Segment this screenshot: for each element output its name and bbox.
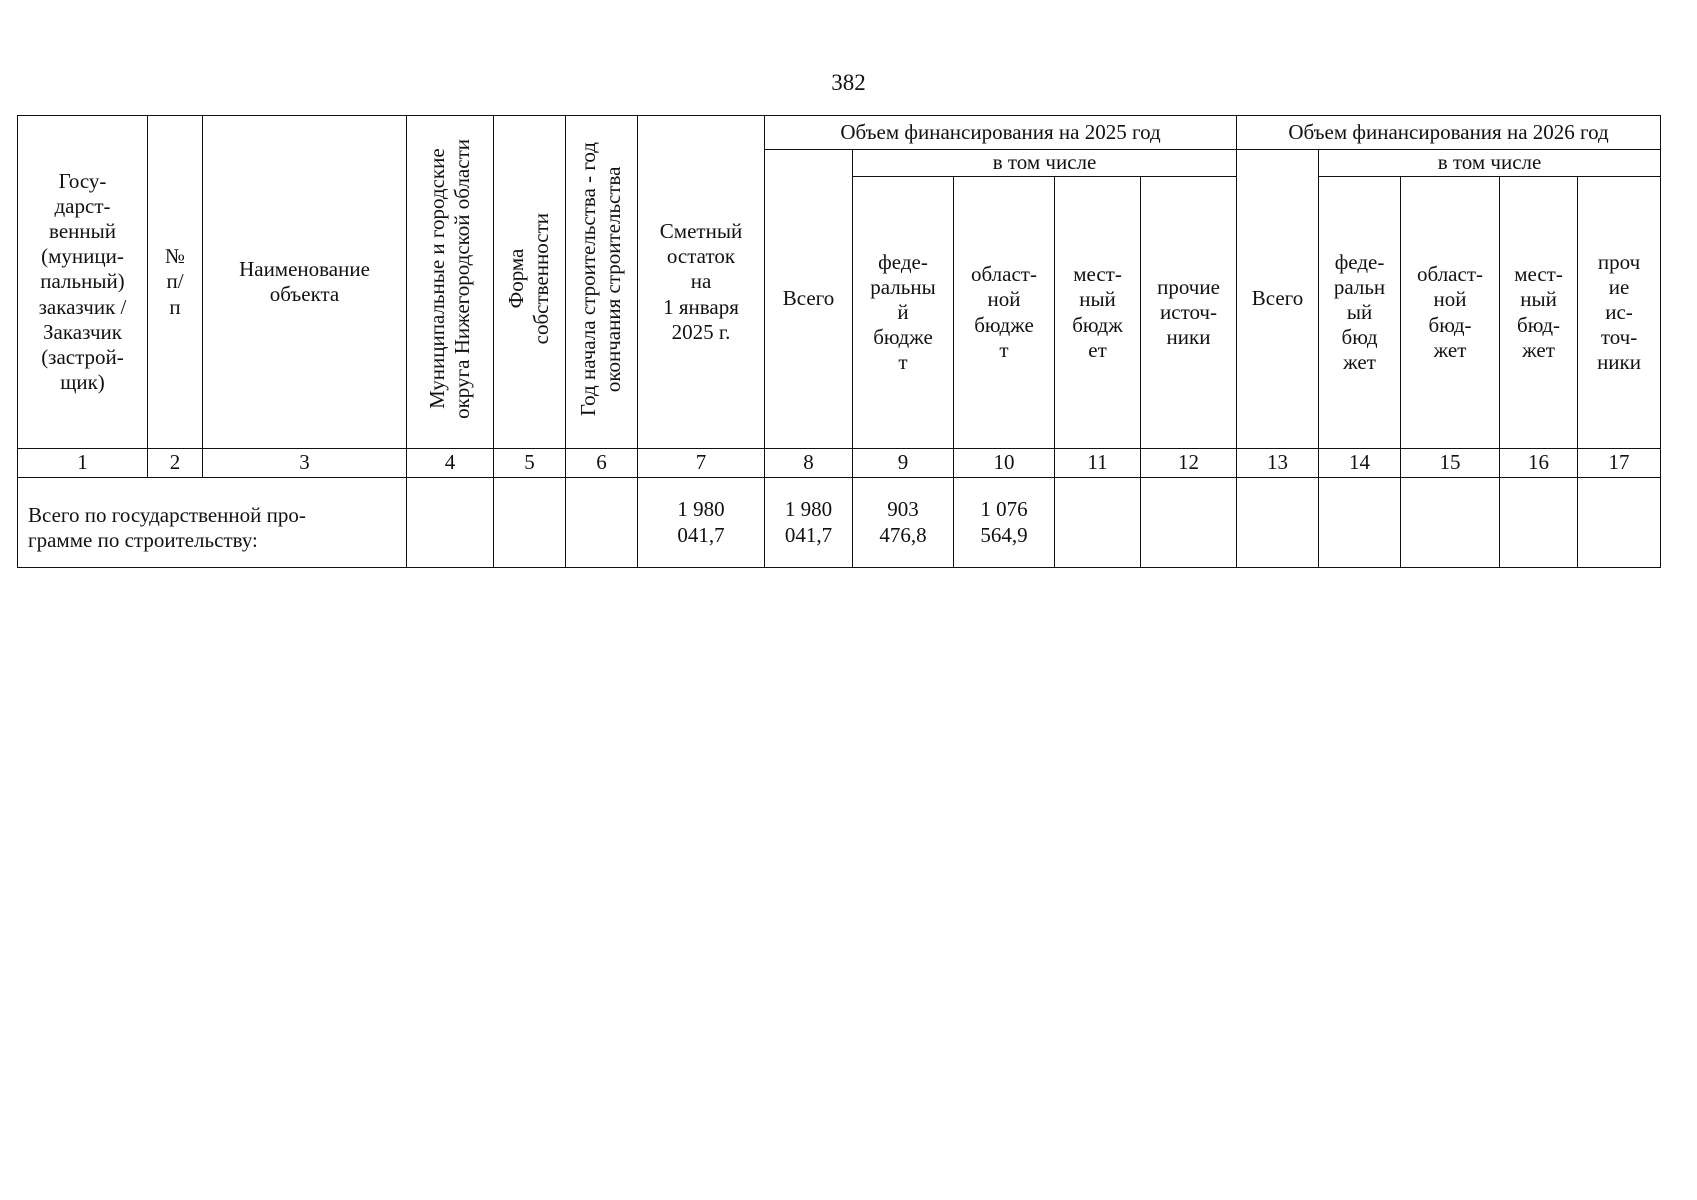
other-2025 [1141,478,1237,568]
header-ownership: Форма собственности [494,116,566,449]
header-federal-2026: феде- ральн ый бюд жет [1319,177,1401,449]
header-object-name: Наименование объекта [203,116,407,449]
total-row-label: Всего по государственной про- грамме по строительству: [18,478,407,568]
header-other-2025: прочие источ- ники [1141,177,1237,449]
other-2026 [1578,478,1661,568]
column-number: 7 [638,449,765,478]
local-2025 [1055,478,1141,568]
total-balance: 1 980 041,7 [638,478,765,568]
column-number: 6 [566,449,638,478]
header-group-2026: Объем финансирования на 2026 год [1237,116,1661,150]
total-2026 [1237,478,1319,568]
header-regional-2026: област- ной бюд- жет [1401,177,1500,449]
header-federal-2025: феде- ральны й бюдже т [853,177,954,449]
column-number: 12 [1141,449,1237,478]
header-regional-2025: област- ной бюдже т [954,177,1055,449]
column-number: 3 [203,449,407,478]
column-number: 13 [1237,449,1319,478]
column-number: 11 [1055,449,1141,478]
header-group-2025: Объем финансирования на 2025 год [765,116,1237,150]
empty-cell [566,478,638,568]
column-number: 2 [148,449,203,478]
page-number: 382 [831,70,866,95]
header-including-2025: в том числе [853,150,1237,177]
header-including-2026: в том числе [1319,150,1661,177]
column-number: 8 [765,449,853,478]
empty-cell [407,478,494,568]
federal-2026 [1319,478,1401,568]
column-number: 10 [954,449,1055,478]
header-local-2026: мест- ный бюд- жет [1500,177,1578,449]
header-other-2026: проч ие ис- точ- ники [1578,177,1661,449]
empty-cell [494,478,566,568]
total-row [18,478,1661,568]
header-local-2025: мест- ный бюдж ет [1055,177,1141,449]
column-number-row [18,449,1661,478]
total-2025: 1 980 041,7 [765,478,853,568]
header-customer: Госу- дарст- венный (муници- пальный) заказчик / Заказчик (застрой- щик) [18,116,148,449]
column-number: 16 [1500,449,1578,478]
column-number: 9 [853,449,954,478]
column-number: 17 [1578,449,1661,478]
header-district: Муниципальные и городские округа Нижегородской области [407,116,494,449]
construction-funding-table [17,115,1661,568]
column-number: 1 [18,449,148,478]
local-2026 [1500,478,1578,568]
header-total-2025: Всего [765,150,853,449]
column-number: 5 [494,449,566,478]
column-number: 4 [407,449,494,478]
header-number: № п/ п [148,116,203,449]
header-years: Год начала строительства - год окончания строительства [566,116,638,449]
column-number: 14 [1319,449,1401,478]
column-number: 15 [1401,449,1500,478]
header-total-2026: Всего [1237,150,1319,449]
regional-2025: 1 076 564,9 [954,478,1055,568]
header-balance: Сметный остаток на 1 января 2025 г. [638,116,765,449]
federal-2025: 903 476,8 [853,478,954,568]
header-row-groups [18,116,1661,150]
regional-2026 [1401,478,1500,568]
